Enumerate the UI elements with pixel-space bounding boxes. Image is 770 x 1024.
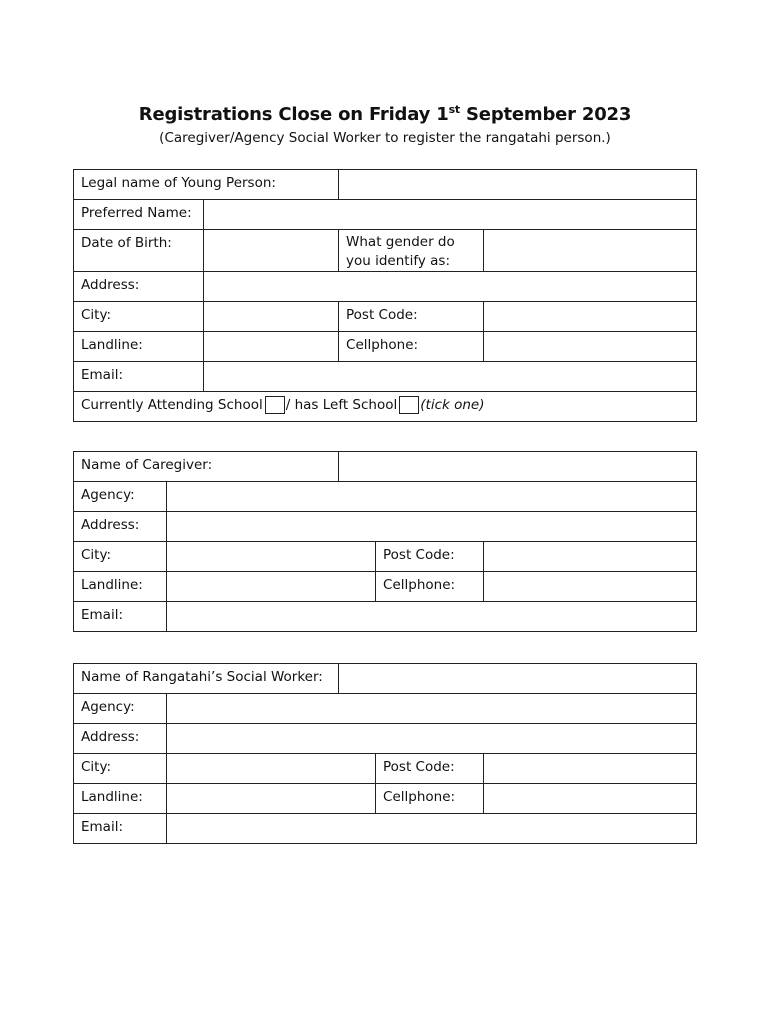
school-status-row	[74, 392, 697, 422]
caregiver-agency-label: Agency:	[74, 482, 167, 512]
social-worker-name-label: Name of Rangatahi’s Social Worker:	[74, 664, 339, 694]
caregiver-landline-field[interactable]	[167, 572, 376, 602]
social-worker-city-field[interactable]	[167, 754, 376, 784]
caregiver-email-field[interactable]	[167, 602, 697, 632]
gender-field[interactable]	[484, 230, 697, 272]
social-worker-email-label: Email:	[74, 814, 167, 844]
email-label: Email:	[74, 362, 204, 392]
caregiver-address-field[interactable]	[167, 512, 697, 542]
cellphone-label: Cellphone:	[339, 332, 484, 362]
cellphone-field[interactable]	[484, 332, 697, 362]
social-worker-cellphone-label: Cellphone:	[376, 784, 484, 814]
caregiver-postcode-label: Post Code:	[376, 542, 484, 572]
city-field[interactable]	[204, 302, 339, 332]
caregiver-postcode-field[interactable]	[484, 542, 697, 572]
left-school-checkbox[interactable]	[399, 396, 419, 414]
social-worker-agency-field[interactable]	[167, 694, 697, 724]
caregiver-city-label: City:	[74, 542, 167, 572]
social-worker-address-field[interactable]	[167, 724, 697, 754]
dob-label: Date of Birth:	[74, 230, 204, 272]
caregiver-address-label: Address:	[74, 512, 167, 542]
tick-one-note: (tick one)	[420, 397, 485, 413]
title-end: September 2023	[466, 104, 632, 125]
caregiver-city-field[interactable]	[167, 542, 376, 572]
caregiver-name-field[interactable]	[339, 452, 697, 482]
preferred-name-field[interactable]	[204, 200, 697, 230]
left-school-label: / has Left School	[285, 397, 398, 413]
social-worker-city-label: City:	[74, 754, 167, 784]
social-worker-name-field[interactable]	[339, 664, 697, 694]
social-worker-landline-label: Landline:	[74, 784, 167, 814]
attending-school-checkbox[interactable]	[265, 396, 285, 414]
social-worker-address-label: Address:	[74, 724, 167, 754]
address-label: Address:	[74, 272, 204, 302]
social-worker-cellphone-field[interactable]	[484, 784, 697, 814]
page-title	[0, 103, 770, 125]
landline-field[interactable]	[204, 332, 339, 362]
caregiver-table	[73, 451, 697, 632]
social-worker-email-field[interactable]	[167, 814, 697, 844]
title-superscript: st	[448, 103, 460, 116]
city-label: City:	[74, 302, 204, 332]
social-worker-postcode-label: Post Code:	[376, 754, 484, 784]
landline-label: Landline:	[74, 332, 204, 362]
legal-name-label: Legal name of Young Person:	[74, 170, 339, 200]
title-main: Registrations Close on Friday 1	[138, 104, 449, 125]
social-worker-agency-label: Agency:	[74, 694, 167, 724]
caregiver-email-label: Email:	[74, 602, 167, 632]
email-field[interactable]	[204, 362, 697, 392]
caregiver-cellphone-label: Cellphone:	[376, 572, 484, 602]
young-person-table	[73, 169, 697, 422]
postcode-field[interactable]	[484, 302, 697, 332]
caregiver-name-label: Name of Caregiver:	[74, 452, 339, 482]
attending-school-label: Currently Attending School	[81, 397, 263, 413]
social-worker-postcode-field[interactable]	[484, 754, 697, 784]
social-worker-landline-field[interactable]	[167, 784, 376, 814]
dob-field[interactable]	[204, 230, 339, 272]
social-worker-table	[73, 663, 697, 844]
postcode-label: Post Code:	[339, 302, 484, 332]
gender-label: What gender do you identify as:	[339, 230, 484, 272]
caregiver-agency-field[interactable]	[167, 482, 697, 512]
legal-name-field[interactable]	[339, 170, 697, 200]
preferred-name-label: Preferred Name:	[74, 200, 204, 230]
address-field[interactable]	[204, 272, 697, 302]
caregiver-cellphone-field[interactable]	[484, 572, 697, 602]
page-subtitle: (Caregiver/Agency Social Worker to register the rangatahi person.)	[159, 130, 611, 146]
caregiver-landline-label: Landline:	[74, 572, 167, 602]
